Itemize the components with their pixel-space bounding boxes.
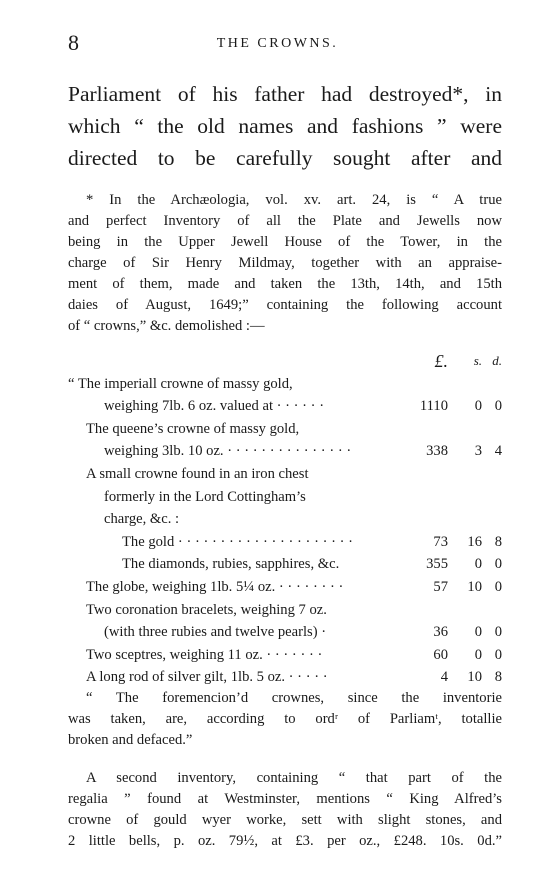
footnote-line: and perfect Inventory of all the Plate and Jewells now — [68, 213, 502, 229]
pence-value: 0 — [494, 556, 502, 573]
pence-value: 4 — [494, 443, 502, 460]
inventory-item-description: Two sceptres, weighing 11 oz. · · · · · · · — [86, 646, 323, 663]
footnote-line: ment of them, made and taken the 13th, 14th, and 15th — [68, 276, 502, 292]
second-inventory-paragraph — [68, 768, 502, 852]
main-text — [68, 78, 502, 174]
pounds-value: 4 — [440, 669, 448, 686]
pounds-value: 338 — [426, 443, 448, 460]
footnote-line: daies of August, 1649;” containing the following account — [68, 297, 502, 313]
shillings-value: 0 — [474, 556, 482, 573]
pounds-value: 60 — [433, 646, 448, 663]
shillings-column-header: s. — [473, 353, 482, 368]
inventory-item-description: A long rod of silver gilt, 1lb. 5 oz. · · · · · — [86, 669, 328, 686]
inventory-item-description: “ The imperiall crowne of massy gold, — [68, 375, 293, 392]
inventory-item-description: Two coronation bracelets, weighing 7 oz. — [86, 601, 327, 618]
shillings-value: 0 — [474, 646, 482, 663]
footnote-line: of “ crowns,” &c. demolished :— — [68, 318, 265, 334]
pounds-value: 355 — [426, 556, 448, 573]
paragraph-line: regalia ” found at Westminster, mentions “ King Alfred’s — [68, 791, 502, 807]
main-text-line: which “ the old names and fashions ” were — [68, 114, 502, 138]
inventory-row — [68, 486, 502, 509]
inventory-row — [68, 644, 502, 667]
page-header — [0, 30, 555, 54]
pounds-value: 57 — [433, 578, 448, 595]
inventory-table — [68, 350, 502, 689]
shillings-value: 0 — [474, 398, 482, 415]
footnote — [68, 190, 502, 337]
footnote-line: * In the Archæologia, vol. xv. art. 24, is “ A true — [86, 192, 502, 208]
inventory-row — [68, 666, 502, 689]
inventory-item-description: The gold · · · · · · · · · · · · · · · · · · · · · — [122, 533, 353, 550]
inventory-item-description: A small crowne found in an iron chest — [86, 465, 309, 482]
running-title: THE CROWNS. — [216, 36, 339, 51]
inventory-item-description: (with three rubies and twelve pearls) · — [104, 624, 327, 641]
pence-value: 8 — [494, 669, 502, 686]
footnote-line: charge of Sir Henry Mildmay, together with an appraise- — [68, 255, 502, 271]
paragraph-line: A second inventory, containing “ that part of the — [86, 770, 502, 786]
pence-value: 0 — [494, 578, 502, 595]
remark-line: was taken, are, according to ordʳ of Parliamᵗ, totallie — [68, 711, 502, 727]
paragraph-line: 2 little bells, p. oz. 79½, at £3. per oz., £248. 10s. 0d.” — [68, 833, 502, 849]
pounds-column-header: £. — [434, 351, 448, 371]
inventory-item-description: weighing 7lb. 6 oz. valued at · · · · · · — [104, 398, 325, 415]
inventory-item-description: The globe, weighing 1lb. 5¼ oz. · · · · · · · · — [86, 578, 344, 595]
remark-line: broken and defaced.” — [68, 732, 193, 748]
footnote-line: being in the Upper Jewell House of the Tower, in the — [68, 234, 502, 250]
shillings-value: 3 — [474, 443, 482, 460]
remark-line: “ The foremencion’d crownes, since the inventorie — [86, 690, 502, 706]
shillings-value: 16 — [467, 533, 482, 550]
inventory-row — [68, 418, 502, 441]
inventory-row — [68, 599, 502, 622]
inventory-row — [68, 463, 502, 486]
paragraph-line: crowne of gould wyer worke, sett with slight stones, and — [68, 812, 502, 828]
inventory-item-description: weighing 3lb. 10 oz. · · · · · · · · · · · · · · · — [104, 443, 352, 460]
pounds-value: 1110 — [419, 398, 448, 415]
inventory-header-row — [68, 350, 502, 373]
pence-value: 0 — [494, 646, 502, 663]
inventory-row — [68, 395, 502, 418]
inventory-row — [68, 440, 502, 463]
page-number: 8 — [68, 30, 79, 55]
inventory-item-description: formerly in the Lord Cottingham’s — [104, 488, 306, 505]
pence-value: 0 — [494, 624, 502, 641]
pounds-value: 73 — [433, 533, 448, 550]
pounds-value: 36 — [433, 624, 448, 641]
inventory-row — [68, 531, 502, 554]
pence-column-header: d. — [492, 353, 502, 368]
inventory-row — [68, 621, 502, 644]
inventory-row — [68, 576, 502, 599]
inventory-remark — [68, 688, 502, 751]
shillings-value: 0 — [474, 624, 482, 641]
pence-value: 8 — [494, 533, 502, 550]
inventory-row — [68, 373, 502, 396]
inventory-row — [68, 553, 502, 576]
shillings-value: 10 — [467, 578, 482, 595]
main-text-line: Parliament of his father had destroyed*, in — [68, 82, 502, 106]
inventory-row — [68, 508, 502, 531]
inventory-item-description: The queene’s crowne of massy gold, — [86, 420, 300, 437]
pence-value: 0 — [494, 398, 502, 415]
main-text-line: directed to be carefully sought after and — [68, 146, 502, 170]
inventory-item-description: charge, &c. : — [104, 511, 180, 528]
inventory-item-description: The diamonds, rubies, sapphires, &c. — [122, 556, 340, 573]
shillings-value: 10 — [467, 669, 482, 686]
